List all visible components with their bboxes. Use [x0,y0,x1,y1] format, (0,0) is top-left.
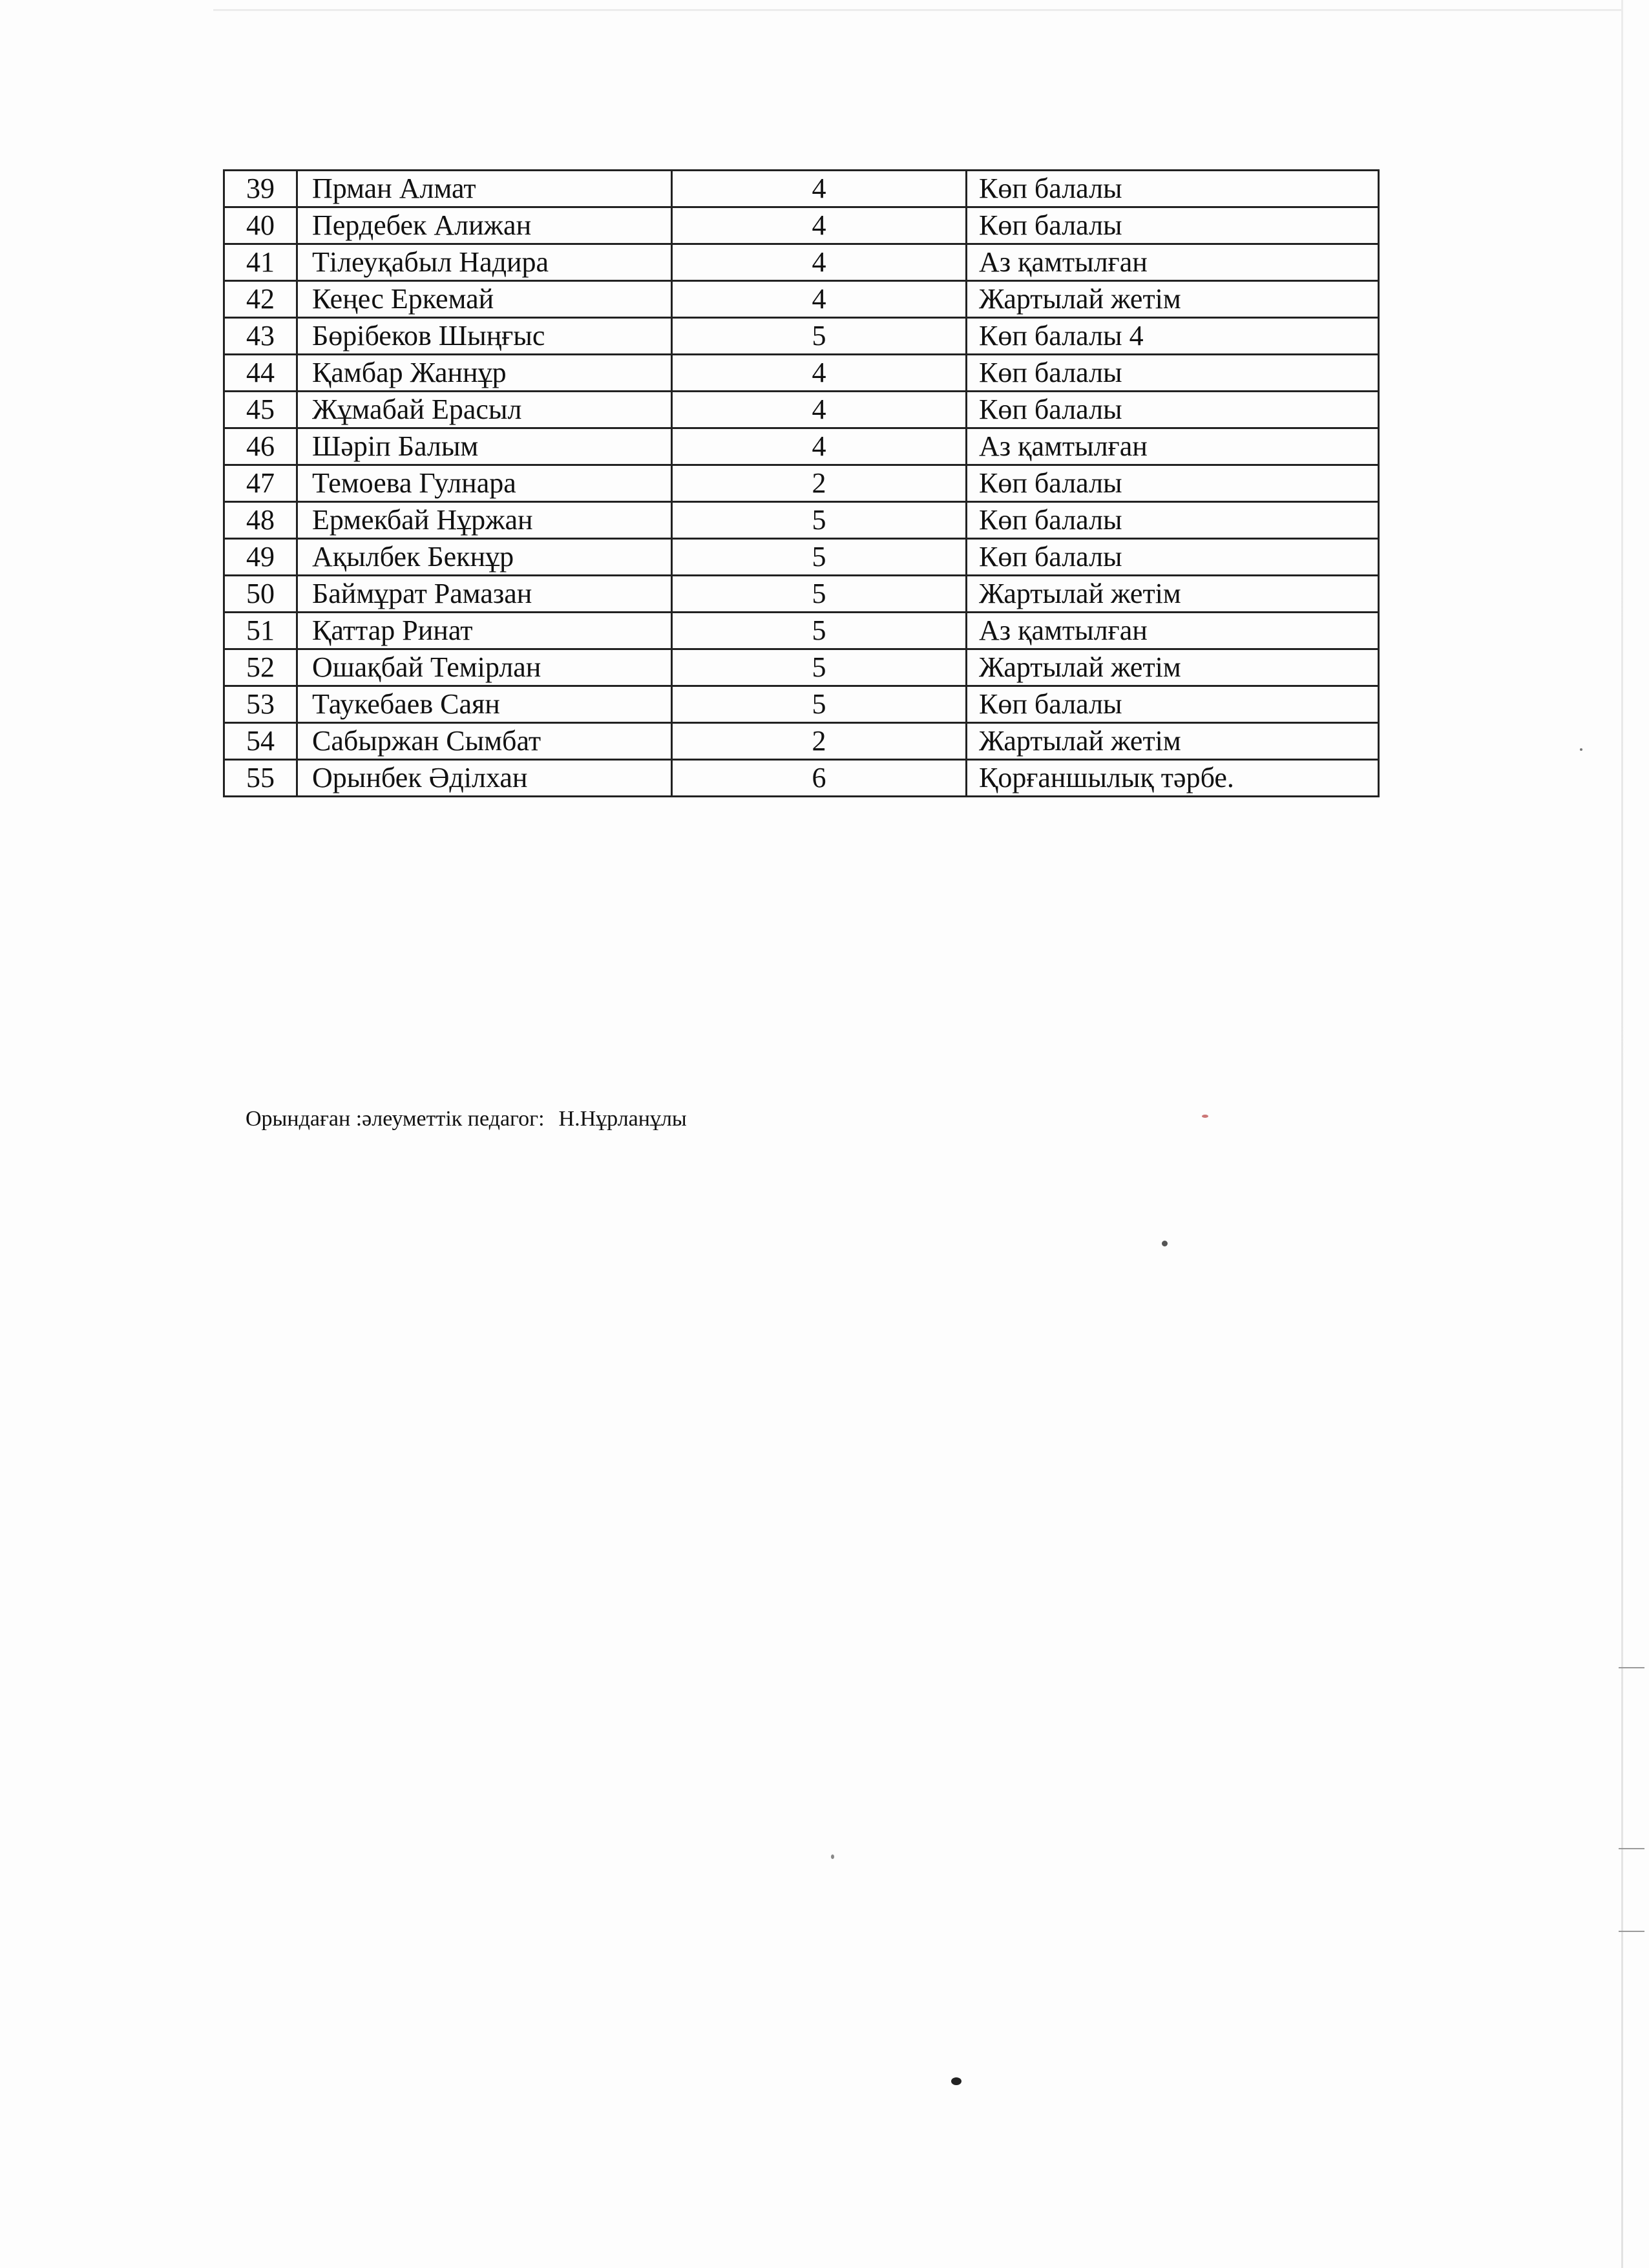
table-row [224,502,1379,539]
scan-edge-top [213,9,1622,11]
scan-speck [1580,748,1582,751]
row-number: 55 [224,760,297,797]
row-number: 39 [224,171,297,207]
scan-mark [1619,1931,1644,1932]
child-count: 5 [672,502,967,539]
family-status: Көп балалы [967,465,1379,502]
table-row [224,539,1379,576]
student-name: Сабыржан Сымбат [297,723,672,760]
row-number: 44 [224,355,297,392]
child-count: 4 [672,392,967,428]
table-row [224,613,1379,649]
family-status: Қорғаншылық тәрбе. [967,760,1379,797]
child-count: 5 [672,686,967,723]
student-name: Таукебаев Саян [297,686,672,723]
child-count: 2 [672,465,967,502]
family-status: Көп балалы 4 [967,318,1379,355]
row-number: 48 [224,502,297,539]
row-number: 51 [224,613,297,649]
student-table [223,169,1380,797]
family-status: Аз қамтылған [967,613,1379,649]
row-number: 47 [224,465,297,502]
student-name: Қаттар Ринат [297,613,672,649]
child-count: 4 [672,281,967,318]
table-row [224,207,1379,244]
row-number: 49 [224,539,297,576]
row-number: 53 [224,686,297,723]
scan-mark [1619,1667,1644,1668]
student-name: Ақылбек Бекнұр [297,539,672,576]
table-row [224,171,1379,207]
student-name: Ошақбай Темірлан [297,649,672,686]
table-row [224,244,1379,281]
student-name: Жұмабай Ерасыл [297,392,672,428]
child-count: 6 [672,760,967,797]
row-number: 52 [224,649,297,686]
student-name: Бөрібеков Шыңғыс [297,318,672,355]
family-status: Жартылай жетім [967,576,1379,613]
student-name: Шәріп Балым [297,428,672,465]
child-count: 4 [672,207,967,244]
table-row [224,281,1379,318]
child-count: 5 [672,576,967,613]
student-name: Темоева Гулнара [297,465,672,502]
table-row [224,355,1379,392]
family-status: Көп балалы [967,207,1379,244]
table-row [224,428,1379,465]
row-number: 46 [224,428,297,465]
student-name: Пердебек Алижан [297,207,672,244]
row-number: 40 [224,207,297,244]
row-number: 50 [224,576,297,613]
scan-speck [1202,1115,1208,1118]
signature-label: Орындаған :әлеуметтік педагог: [246,1107,545,1131]
scan-speck [1162,1241,1168,1246]
child-count: 5 [672,318,967,355]
student-name: Баймұрат Рамазан [297,576,672,613]
table-row [224,576,1379,613]
row-number: 54 [224,723,297,760]
student-name: Кеңес Еркемай [297,281,672,318]
student-name: Орынбек Әділхан [297,760,672,797]
family-status: Жартылай жетім [967,281,1379,318]
student-name: Тілеуқабыл Надира [297,244,672,281]
row-number: 41 [224,244,297,281]
table-row [224,465,1379,502]
scan-mark [1619,1848,1644,1849]
child-count: 5 [672,613,967,649]
student-name: Ермекбай Нұржан [297,502,672,539]
table-row [224,760,1379,797]
table-row [224,649,1379,686]
row-number: 43 [224,318,297,355]
family-status: Аз қамтылған [967,244,1379,281]
child-count: 2 [672,723,967,760]
child-count: 4 [672,428,967,465]
scan-speck [951,2077,961,2085]
table-row [224,723,1379,760]
row-number: 42 [224,281,297,318]
child-count: 5 [672,539,967,576]
child-count: 4 [672,244,967,281]
scan-edge-right [1621,0,1623,2268]
family-status: Көп балалы [967,502,1379,539]
scan-speck [831,1854,834,1859]
family-status: Көп балалы [967,686,1379,723]
child-count: 4 [672,355,967,392]
table-row [224,318,1379,355]
student-table-body [224,171,1379,797]
family-status: Жартылай жетім [967,723,1379,760]
child-count: 5 [672,649,967,686]
family-status: Аз қамтылған [967,428,1379,465]
signature-line [246,1106,687,1132]
family-status: Жартылай жетім [967,649,1379,686]
signature-person: Н.Нұрланұлы [558,1107,687,1131]
family-status: Көп балалы [967,355,1379,392]
student-name: Қамбар Жаннұр [297,355,672,392]
student-name: Прман Алмат [297,171,672,207]
child-count: 4 [672,171,967,207]
family-status: Көп балалы [967,539,1379,576]
family-status: Көп балалы [967,392,1379,428]
row-number: 45 [224,392,297,428]
table-row [224,686,1379,723]
table-row [224,392,1379,428]
family-status: Көп балалы [967,171,1379,207]
